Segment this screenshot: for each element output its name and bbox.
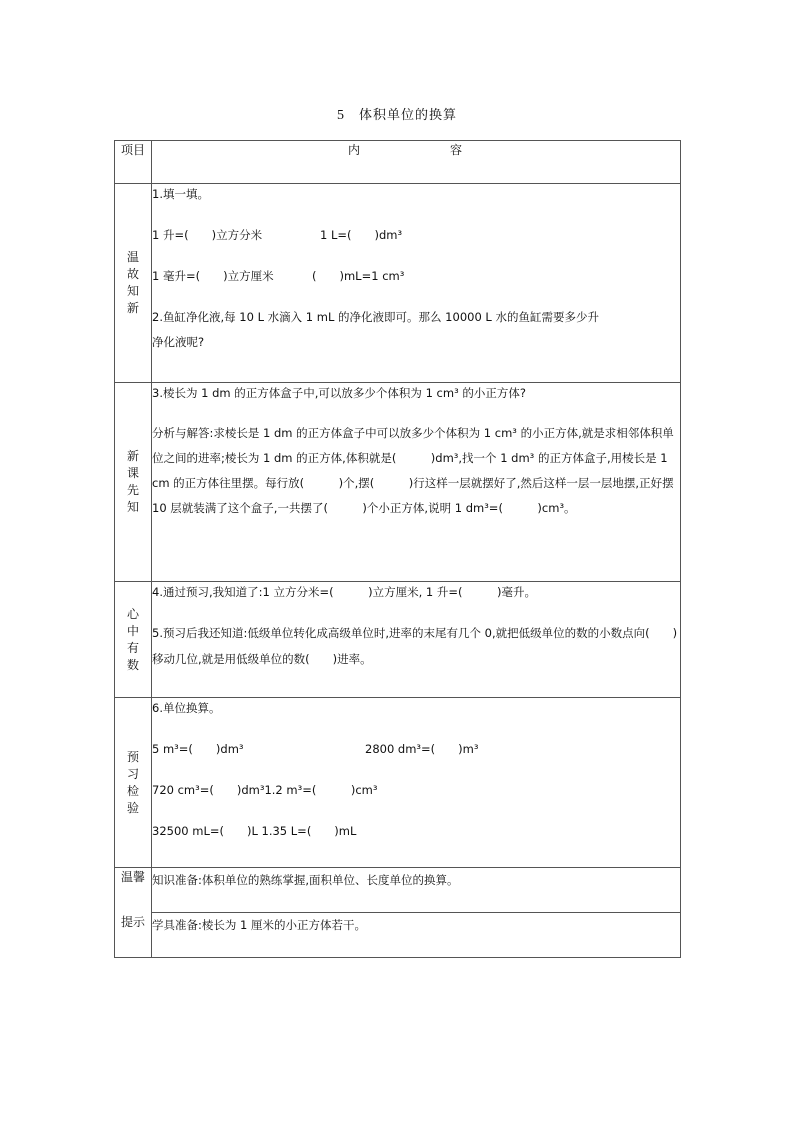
- preview-label-3: 检: [126, 783, 139, 798]
- header-project: 项目: [115, 141, 152, 184]
- review-label-4: 新: [126, 301, 139, 315]
- review-label: [115, 184, 152, 383]
- q2-line1: 2.鱼缸净化液,每 10 L 水滴入 1 mL 的净化液即可。那么 10000 L 水的鱼缸需要多少升: [152, 310, 599, 324]
- q6-r1a: 5 m³=( )dm³: [152, 742, 244, 756]
- q6-title: 6.单位换算。: [152, 701, 221, 715]
- q6-r1b: 2800 dm³=( )m³: [365, 742, 479, 756]
- lesson-title: 体积单位的换算: [358, 108, 457, 123]
- q1-a: 1 升=( )立方分米: [152, 228, 263, 242]
- q1-row2: [152, 266, 680, 287]
- tips-row-2: [115, 913, 681, 958]
- tips-row-1: [115, 868, 681, 913]
- heart-row: [115, 582, 681, 698]
- review-label-1: 温: [126, 250, 139, 264]
- heart-label-2: 中: [126, 623, 139, 638]
- tips-knowledge: [152, 868, 681, 913]
- header-content: 内 容: [152, 141, 681, 184]
- preview-label-2: 习: [126, 766, 139, 781]
- review-label-2: 故: [126, 267, 139, 281]
- preview-label-1: 预: [126, 749, 139, 764]
- q1-row1: [152, 225, 680, 246]
- preview-label: [115, 698, 152, 868]
- heart-label-4: 数: [126, 657, 139, 672]
- q5: 5.预习后我还知道:低级单位转化成高级单位时,进率的末尾有几个 0,就把低级单位的数的小数点向( )移动几位,就是用低级单位的数( )进率。: [152, 626, 678, 666]
- heart-label-3: 有: [126, 640, 139, 655]
- review-row: [115, 184, 681, 383]
- tips-tools: [152, 913, 681, 958]
- tips-label-bottom: 提示: [115, 913, 152, 958]
- new-lesson-label-3: 先: [126, 483, 139, 497]
- page-title: [0, 104, 794, 124]
- q6-row2: 720 cm³=( )dm³1.2 m³=( )cm³: [152, 783, 378, 797]
- new-lesson-label: [115, 383, 152, 582]
- analysis: 分析与解答:求棱长是 1 dm 的正方体盒子中可以放多少个体积为 1 cm³ 的小正方体,就是求相邻体积单位之间的进率;棱长为 1 dm 的正方体,体积就是( )dm³,找一个 1 dm³ 的正方体盒子,用棱长是 1 cm 的正方体往里摆。每行放( )个,摆( )行这样一层就摆好了,然后这样一层一层地摆,正好摆 10 层就装满了这个盒子,一共摆了( )个小正方体,说明 1 dm³=( )cm³。: [152, 426, 674, 515]
- preview-row: [115, 698, 681, 868]
- tips-knowledge-text: 知识准备:体积单位的熟练掌握,面积单位、长度单位的换算。: [152, 873, 459, 887]
- new-lesson-label-4: 知: [126, 500, 139, 514]
- heart-label-1: 心: [126, 606, 139, 621]
- new-lesson-label-2: 课: [126, 466, 139, 480]
- q1-title: 1.填一填。: [152, 187, 209, 201]
- q2-line2: 净化液呢?: [152, 335, 205, 349]
- heart-label: [115, 582, 152, 698]
- new-lesson-row: [115, 383, 681, 582]
- review-content: [152, 184, 681, 383]
- q4: 4.通过预习,我知道了:1 立方分米=( )立方厘米, 1 升=( )毫升。: [152, 585, 536, 599]
- review-label-3: 知: [126, 284, 139, 298]
- q1-d: ( )mL=1 cm³: [312, 269, 405, 283]
- worksheet-table: [114, 140, 681, 958]
- heart-content: [152, 582, 681, 698]
- q1-c: 1 毫升=( )立方厘米: [152, 269, 274, 283]
- q6-row3: 32500 mL=( )L 1.35 L=( )mL: [152, 824, 357, 838]
- preview-label-4: 验: [126, 800, 139, 815]
- new-lesson-content: [152, 383, 681, 582]
- q1-b: 1 L=( )dm³: [320, 228, 403, 242]
- tips-label-top: 温馨: [115, 868, 152, 913]
- lesson-number: 5: [336, 108, 345, 123]
- q6-row1: [152, 739, 680, 760]
- preview-content: [152, 698, 681, 868]
- q3: 3.棱长为 1 dm 的正方体盒子中,可以放多少个体积为 1 cm³ 的小正方体?: [152, 386, 526, 400]
- header-row: [115, 141, 681, 184]
- tips-tools-text: 学具准备:棱长为 1 厘米的小正方体若干。: [152, 918, 367, 932]
- new-lesson-label-1: 新: [126, 449, 139, 463]
